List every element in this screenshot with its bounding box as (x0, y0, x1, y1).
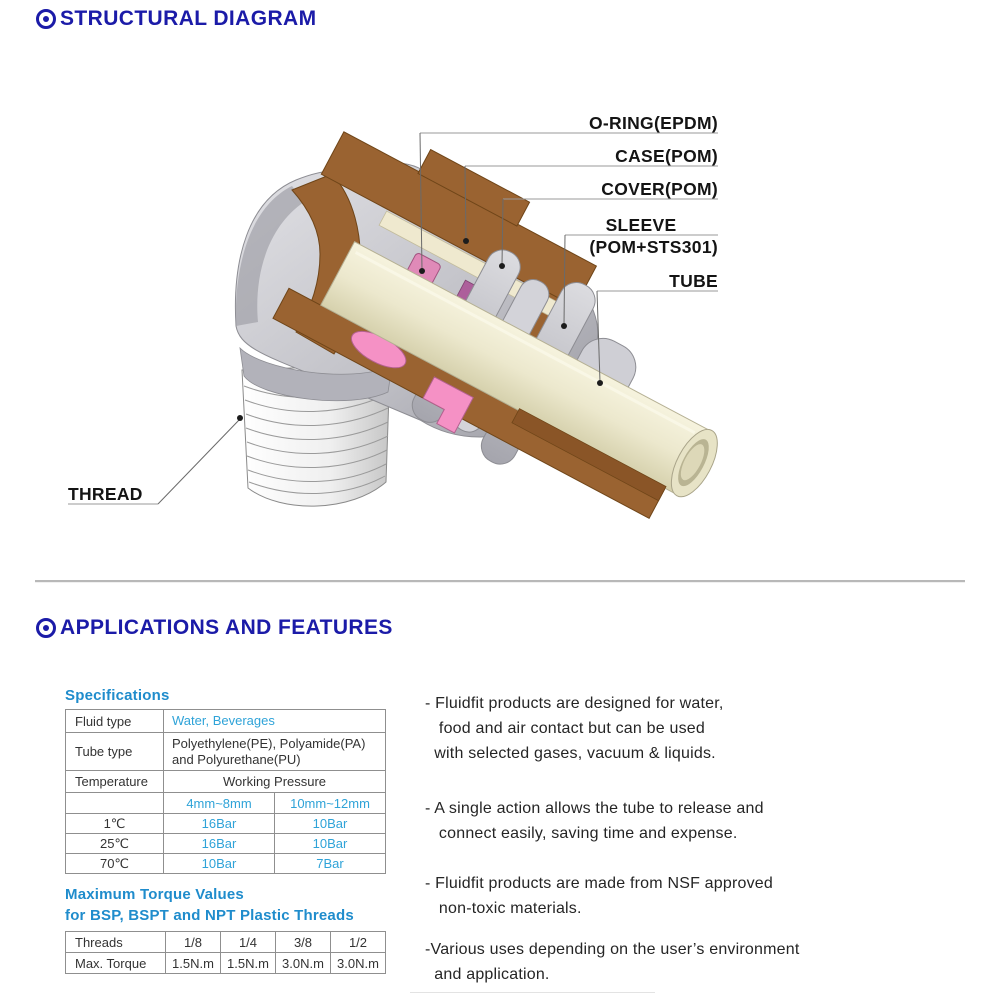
bullet-line: connect easily, saving time and expense. (425, 825, 738, 842)
bullet-line: -Various uses depending on the user’s environment (425, 941, 800, 958)
tube-type-value: Polyethylene(PE), Polyamide(PA) and Polyurethane(PU) (164, 733, 386, 771)
section-divider (35, 580, 965, 583)
size-range-small: 4mm~8mm (164, 793, 275, 814)
table-row (66, 771, 386, 793)
bottom-divider (410, 992, 655, 993)
section-title: STRUCTURAL DIAGRAM (60, 7, 317, 30)
fluid-type-label: Fluid type (66, 710, 164, 733)
empty-cell (66, 793, 164, 814)
label-case: CASE(POM) (615, 146, 718, 166)
torque-value: 1.5N.m (221, 953, 276, 974)
bullet-line: non-toxic materials. (425, 900, 582, 917)
feature-bullet (425, 796, 764, 846)
table-row (66, 814, 386, 834)
bullet-line: and application. (425, 966, 550, 983)
section-bullet-icon (36, 9, 56, 29)
table-row (66, 733, 386, 771)
pressure-cell: 10Bar (275, 814, 386, 834)
table-row (66, 953, 386, 974)
table-row (66, 854, 386, 874)
label-cover: COVER(POM) (601, 179, 718, 199)
tube-type-label: Tube type (66, 733, 164, 771)
bullet-line: - Fluidfit products are made from NSF approved (425, 875, 774, 892)
thread-size: 1/8 (166, 932, 221, 953)
temp-cell: 70℃ (66, 854, 164, 874)
pressure-cell: 7Bar (275, 854, 386, 874)
feature-bullet (425, 691, 724, 766)
temp-cell: 25℃ (66, 834, 164, 854)
working-pressure-label: Working Pressure (164, 771, 386, 793)
label-tube: TUBE (669, 271, 718, 291)
temp-cell: 1℃ (66, 814, 164, 834)
torque-title (65, 884, 354, 926)
label-sleeve-line1: SLEEVE (605, 215, 677, 235)
label-o-ring: O-RING(EPDM) (588, 113, 718, 133)
torque-value: 1.5N.m (166, 953, 221, 974)
specifications-title: Specifications (65, 687, 170, 704)
torque-title-line1: Maximum Torque Values (65, 886, 244, 903)
table-row (66, 834, 386, 854)
structural-diagram-heading (36, 7, 316, 31)
specifications-table (65, 709, 386, 874)
torque-value: 3.0N.m (276, 953, 331, 974)
fluid-type-value: Water, Beverages (164, 710, 386, 733)
size-range-large: 10mm~12mm (275, 793, 386, 814)
bullet-line: - Fluidfit products are designed for water, (425, 695, 724, 712)
thread-size: 3/8 (276, 932, 331, 953)
bullet-line: with selected gases, vacuum & liquids. (425, 745, 716, 762)
feature-bullet (425, 937, 799, 987)
section-bullet-icon (36, 618, 56, 638)
table-row (66, 710, 386, 733)
pressure-cell: 10Bar (275, 834, 386, 854)
pressure-cell: 16Bar (164, 834, 275, 854)
pressure-cell: 10Bar (164, 854, 275, 874)
bullet-line: food and air contact but can be used (425, 720, 705, 737)
label-thread: THREAD (68, 484, 143, 504)
bullet-line: - A single action allows the tube to release and (425, 800, 764, 817)
torque-table (65, 931, 386, 974)
structural-diagram (0, 30, 1000, 550)
torque-title-line2: for BSP, BSPT and NPT Plastic Threads (65, 907, 354, 924)
thread-size: 1/4 (221, 932, 276, 953)
table-row (66, 793, 386, 814)
max-torque-label: Max. Torque (66, 953, 166, 974)
section-title: APPLICATIONS AND FEATURES (60, 616, 393, 639)
temperature-label: Temperature (66, 771, 164, 793)
threads-label: Threads (66, 932, 166, 953)
applications-features-heading (36, 616, 393, 640)
pressure-cell: 16Bar (164, 814, 275, 834)
table-row (66, 932, 386, 953)
torque-value: 3.0N.m (331, 953, 386, 974)
label-sleeve-line2: (POM+STS301) (589, 237, 718, 257)
thread-size: 1/2 (331, 932, 386, 953)
feature-bullet (425, 871, 773, 921)
